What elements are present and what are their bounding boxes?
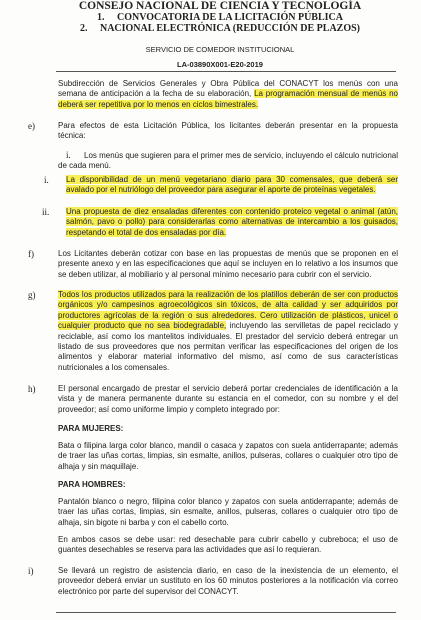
- item-i-label: i): [28, 566, 34, 576]
- document-header: [40, 0, 400, 69]
- item-h-text: El personal encargado de prestar el servicio deberá portar credenciales de identificación a la vista y de manera permanente durante su estancia en el comedor, con su nombre y el del proveedor; así como uniforme limpio y completo integrado por:: [58, 384, 398, 414]
- item-e-text: Para efectos de esta Licitación Pública, los licitantes deberán presentar en la propuesta técnica:: [58, 121, 398, 141]
- women-text: Bata o filipina larga color blanco, mandil o casaca y zapatos con suela antiderrapante; además de traer las uñas cortas, limpias, sin esmalte, anillos, pulseras, collares o cualquier otro tipo de alhaja y sin maquillaje.: [58, 441, 398, 471]
- item-e-sub3: Una propuesta de diez ensaladas diferentes con contenido proteico vegetal o animal (atún, salmón, pavo o pollo) para considerarlas como alternativas de intercambio a los guisados, respetando el total de dos ensaladas por día.: [66, 207, 398, 237]
- item-e-sub2-label: i.: [44, 175, 49, 185]
- intro-paragraph: Subdirección de Servicios Generales y Obra Pública del CONACYT los menús con una semana de anticipación a la fecha de su elaboración, La programación mensual de menús no deberá ser repetitiva por lo menos en ciclos bimestrales.: [58, 79, 398, 109]
- item-g-text: Todos los productos utilizados para la realización de los platillos deberán de ser con productos orgánicos y/o campesinos agroecológicos sin tóxicos, de alta calidad y ser adquiridos por productores agrícolas de la región o sus alrededores. Cero utilización de plásticos, unicel o cualquier producto que no sea biodegradable, incluyendo las servilletas de papel reciclado y reciclable, así como los mantelitos individuales. El prestador del servicio deberá entregar un listado de sus proveedores que nos permitan verificar las especificaciones del origen de los alimentos y elaborar material informativo del mismo, así como de sus características nutricionales a los comensales.: [58, 290, 399, 372]
- tender-code: LA-03890X001-E20-2019: [177, 60, 263, 69]
- men-heading: PARA HOMBRES:: [58, 480, 126, 489]
- item-i-text: Se llevará un registro de asistencia diario, en caso de la inexistencia de un elemento, el proveedor deberá enviar un sustituto en los 60 minutos posteriores a la notificación vía correo electrónico por parte del supervisor del CONACYT.: [58, 566, 398, 596]
- header-line-1: 1. CONVOCATORIA DE LA LICITACIÓN PÚBLICA: [97, 12, 343, 23]
- item-e-sub3-label: ii.: [42, 207, 50, 217]
- women-heading: PARA MUJERES:: [58, 424, 124, 433]
- item-f-label: f): [28, 249, 34, 259]
- item-e-label: e): [28, 121, 35, 131]
- footer-divider: [56, 612, 396, 613]
- header-divider: [56, 71, 396, 72]
- men-text: Pantalón blanco o negro, filipina color blanco y zapatos con suela antiderrapante; además de traer las uñas cortas, limpias, sin esmalte, anillos, pulseras, collares o cualquier otro tipo de alhaja, sin bigote ni barba y con el cabello corto.: [58, 497, 398, 527]
- service-name: SERVICIO DE COMEDOR INSTITUCIONAL: [145, 45, 295, 54]
- intro-highlight: La programación mensual de menús no deberá ser repetitiva por lo menos en ciclos bimestrales.: [58, 89, 398, 109]
- header-line-2: 2. NACIONAL ELECTRÓNICA (REDUCCIÓN DE PLAZOS): [79, 23, 361, 34]
- item-e-sub1: i. Los menús que sugieren para el primer mes de servicio, incluyendo el cálculo nutricional de cada menú.: [58, 150, 398, 171]
- item-e-sub2: La disponibilidad de un menú vegetariano diario para 30 comensales, que deberá ser avalado por el nutriólogo del proveedor para asegurar el aporte de proteínas vegetales.: [66, 175, 398, 195]
- item-g-highlight: Todos los productos utilizados para la realización de los platillos deberán de ser con productos orgánicos y/o campesinos agroecológicos sin tóxicos, de alta calidad y ser adquiridos por productores agrícolas de la región o sus alrededores. Cero utilización de plásticos, unicel o cualquier producto que no sea biodegradable,: [58, 290, 398, 331]
- both-text: En ambos casos se debe usar: red desechable para cubrir cabello y cubreboca; el uso de guantes desechables se reserva para las actividades que así lo requieran.: [58, 535, 398, 555]
- header-title: CONSEJO NACIONAL DE CIENCIA Y TECNOLOGÍA: [78, 0, 362, 12]
- item-h-label: h): [28, 384, 36, 394]
- item-g-label: g): [28, 290, 36, 300]
- item-f-text: Los Licitantes deberán cotizar con base en las propuestas de menús que se proponen en el presente anexo y en las especificaciones que aquí se incluyen en lo relativo a los insumos que se deben utilizar, al mobiliario y al personal mínimo necesario para cubrir con el servicio.: [58, 249, 398, 279]
